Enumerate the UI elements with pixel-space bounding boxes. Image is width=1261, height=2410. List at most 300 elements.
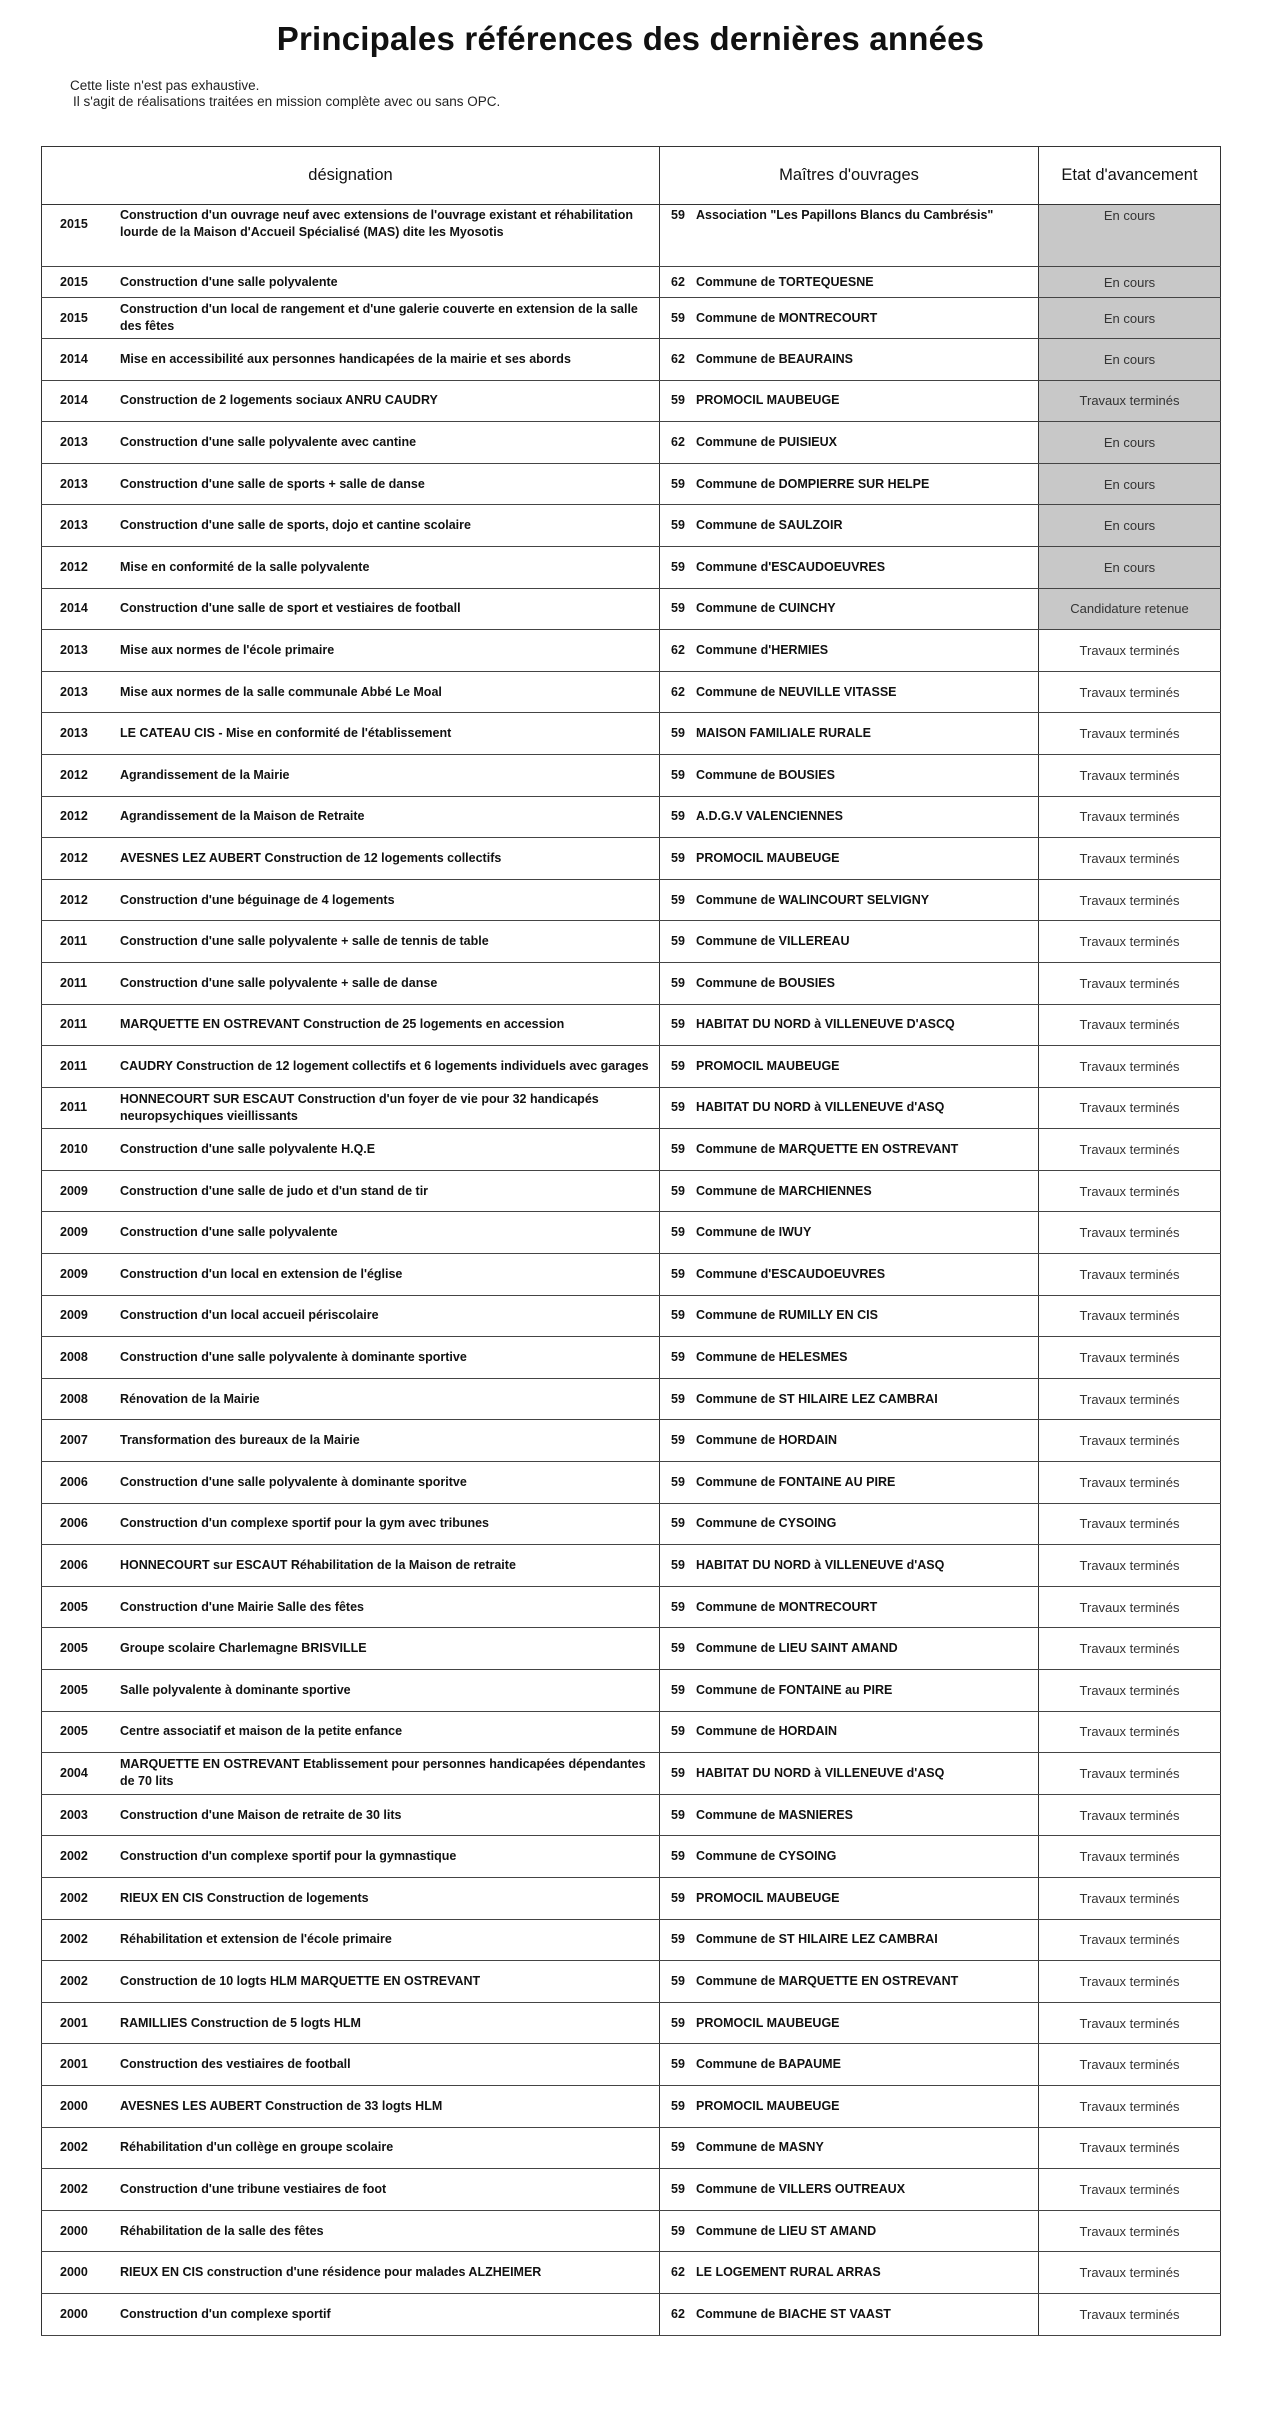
department-number: 59 [671,2057,685,2072]
year: 2003 [60,1807,88,1822]
status-cell: Travaux terminés [1039,2252,1221,2294]
owner-cell [660,962,1039,1004]
table-row [42,1046,1221,1088]
designation-cell [42,1586,660,1628]
owner-cell [660,2127,1039,2169]
owner-wrap [660,1266,1038,1283]
owner-name: HABITAT DU NORD à VILLENEUVE d'ASQ [696,1100,945,1115]
status-cell: En cours [1039,546,1221,588]
designation-wrap [42,1682,659,1699]
designation-cell [42,1670,660,1712]
year: 2014 [60,351,88,366]
owner-name: Commune de ST HILAIRE LEZ CAMBRAI [696,1391,938,1406]
owner-name: HABITAT DU NORD à VILLENEUVE d'ASQ [696,1765,945,1780]
designation-wrap [42,2181,659,2198]
owner-cell [660,754,1039,796]
owner-name: Commune de HORDAIN [696,1724,837,1739]
owner-name: Commune de WALINCOURT SELVIGNY [696,892,930,907]
owner-wrap [660,1807,1038,1824]
department-number: 62 [671,684,685,699]
designation-cell [42,1545,660,1587]
owner-wrap [660,1765,1038,1782]
owner-wrap [660,892,1038,909]
owner-wrap [660,1016,1038,1033]
designation-wrap [42,2098,659,2115]
designation-text: Construction d'une salle polyvalente avec cantine [120,434,417,449]
department-number: 59 [671,1225,685,1240]
designation-wrap [42,1307,659,1324]
year: 2011 [60,1058,88,1073]
owner-cell [660,1794,1039,1836]
status-cell: Travaux terminés [1039,1877,1221,1919]
year: 2012 [60,892,88,907]
year: 2012 [60,767,88,782]
owner-cell [660,796,1039,838]
year: 2007 [60,1433,88,1448]
designation-wrap [42,1890,659,1907]
year: 2008 [60,1391,88,1406]
designation-cell [42,754,660,796]
designation-text: Construction d'une salle polyvalente H.Q.E [120,1142,376,1157]
department-number: 59 [671,1474,685,1489]
table-row [42,1087,1221,1129]
owner-name: Commune de IWUY [696,1225,812,1240]
designation-text: Construction d'un ouvrage neuf avec extensions de l'ouvrage existant et réhabilitation lourde de la Maison d'Accueil Spécialisé (MAS) dite les Myosotis [120,208,633,239]
table-row [42,713,1221,755]
table-row [42,1212,1221,1254]
table-row [42,1670,1221,1712]
department-number: 59 [671,1890,685,1905]
owner-name: Commune de MONTRECOURT [696,310,878,325]
designation-wrap [42,1973,659,1990]
owner-wrap [660,2306,1038,2323]
designation-cell [42,1170,660,1212]
status-cell: Travaux terminés [1039,879,1221,921]
designation-wrap [42,476,659,493]
designation-cell [42,1628,660,1670]
year: 2011 [60,1017,88,1032]
year: 2006 [60,1558,88,1573]
department-number: 59 [671,1973,685,1988]
designation-wrap [42,517,659,534]
year: 2005 [60,1641,88,1656]
owner-name: Commune de BEAURAINS [696,351,853,366]
owner-cell [660,1503,1039,1545]
year: 2011 [60,1100,88,1115]
owner-wrap [660,434,1038,451]
owner-cell [660,1836,1039,1878]
note-line: Il s'agit de réalisations traitées en mission complète avec ou sans OPC. [73,94,501,109]
owner-name: Commune de RUMILLY EN CIS [696,1308,878,1323]
owner-cell [660,1337,1039,1379]
status-cell: Travaux terminés [1039,2002,1221,2044]
status-cell: Travaux terminés [1039,1462,1221,1504]
table-row [42,879,1221,921]
owner-name: Commune de MARQUETTE EN OSTREVANT [696,1142,959,1157]
department-number: 59 [671,892,685,907]
owner-wrap [660,2056,1038,2073]
owner-name: Commune de DOMPIERRE SUR HELPE [696,476,930,491]
owner-name: Commune de HORDAIN [696,1433,837,1448]
table-row [42,588,1221,630]
table-row [42,1794,1221,1836]
department-number: 59 [671,1516,685,1531]
designation-cell [42,1337,660,1379]
year: 2015 [60,216,88,231]
designation-wrap [42,434,659,451]
owner-cell [660,2252,1039,2294]
status-cell: Travaux terminés [1039,796,1221,838]
owner-wrap [660,392,1038,409]
designation-text: Construction d'une salle polyvalente à dominante sporitve [120,1474,467,1489]
status-cell: Travaux terminés [1039,1212,1221,1254]
designation-cell [42,1087,660,1129]
intro-notes [70,78,500,110]
year: 2013 [60,518,88,533]
status-cell: Travaux terminés [1039,1129,1221,1171]
year: 2000 [60,2306,88,2321]
department-number: 59 [671,1266,685,1281]
year: 2000 [60,2223,88,2238]
department-number: 59 [671,1350,685,1365]
owner-cell [660,1961,1039,2003]
status-cell: Candidature retenue [1039,588,1221,630]
table-row [42,1170,1221,1212]
owner-cell [660,1753,1039,1795]
designation-text: Construction de 2 logements sociaux ANRU CAUDRY [120,393,438,408]
owner-name: Commune de NEUVILLE VITASSE [696,684,897,699]
designation-text: LE CATEAU CIS - Mise en conformité de l'établissement [120,726,452,741]
header-owners: Maîtres d'ouvrages [660,147,1039,205]
designation-text: Réhabilitation d'un collège en groupe scolaire [120,2140,394,2155]
owner-cell [660,1378,1039,1420]
status-cell: Travaux terminés [1039,2293,1221,2335]
table-row [42,380,1221,422]
designation-text: AVESNES LES AUBERT Construction de 33 logts HLM [120,2098,443,2113]
owner-cell [660,1254,1039,1296]
status-cell: Travaux terminés [1039,1295,1221,1337]
year: 2012 [60,850,88,865]
department-number: 59 [671,2098,685,2113]
status-cell: Travaux terminés [1039,1711,1221,1753]
table-row [42,2002,1221,2044]
year: 2015 [60,274,88,289]
table-row [42,754,1221,796]
designation-cell [42,1129,660,1171]
year: 2005 [60,1599,88,1614]
department-number: 59 [671,601,685,616]
designation-wrap [42,1224,659,1241]
owner-cell [660,1462,1039,1504]
owner-name: Association "Les Papillons Blancs du Cambrésis" [696,208,994,222]
department-number: 62 [671,642,685,657]
owner-wrap [660,1224,1038,1241]
status-cell: Travaux terminés [1039,1087,1221,1129]
status-cell: Travaux terminés [1039,1628,1221,1670]
year: 2002 [60,1973,88,1988]
table-row [42,1586,1221,1628]
department-number: 59 [671,1308,685,1323]
designation-wrap [42,1058,659,1075]
designation-cell [42,1378,660,1420]
designation-text: Construction d'une béguinage de 4 logements [120,892,395,907]
department-number: 59 [671,934,685,949]
department-number: 59 [671,726,685,741]
department-number: 59 [671,1765,685,1780]
designation-text: Construction d'un local accueil périscolaire [120,1308,379,1323]
designation-text: Transformation des bureaux de la Mairie [120,1433,360,1448]
department-number: 59 [671,518,685,533]
department-number: 59 [671,1932,685,1947]
designation-wrap [42,301,659,335]
designation-text: AVESNES LEZ AUBERT Construction de 12 logements collectifs [120,850,502,865]
department-number: 59 [671,850,685,865]
owner-name: Commune de PUISIEUX [696,434,837,449]
designation-wrap [42,2056,659,2073]
designation-text: Construction d'une Mairie Salle des fêtes [120,1599,365,1614]
owner-wrap [660,975,1038,992]
designation-text: HONNECOURT SUR ESCAUT Construction d'un foyer de vie pour 32 handicapés neuropsychiques vieillissants [120,1091,599,1123]
owner-cell [660,713,1039,755]
designation-text: Réhabilitation et extension de l'école primaire [120,1932,392,1947]
year: 2013 [60,642,88,657]
table-row [42,1711,1221,1753]
status-cell: Travaux terminés [1039,2085,1221,2127]
designation-wrap [42,1141,659,1158]
designation-cell [42,1254,660,1296]
designation-text: Construction d'un complexe sportif [120,2306,331,2321]
year: 2002 [60,2181,88,2196]
owner-wrap [660,1890,1038,1907]
designation-cell [42,2085,660,2127]
owner-name: PROMOCIL MAUBEUGE [696,850,840,865]
year: 2005 [60,1682,88,1697]
owner-cell [660,339,1039,381]
status-cell: Travaux terminés [1039,1753,1221,1795]
year: 2012 [60,559,88,574]
table-row [42,2252,1221,2294]
designation-text: RAMILLIES Construction de 5 logts HLM [120,2015,361,2030]
designation-cell [42,1004,660,1046]
designation-cell [42,1462,660,1504]
owner-wrap [660,684,1038,701]
owner-cell [660,505,1039,547]
owner-wrap [660,933,1038,950]
owner-cell [660,1628,1039,1670]
designation-wrap [42,892,659,909]
page-title: Principales références des dernières années [276,20,985,57]
owner-name: Commune de BAPAUME [696,2057,841,2072]
status-cell: Travaux terminés [1039,1046,1221,1088]
designation-text: Construction de 10 logts HLM MARQUETTE EN OSTREVANT [120,1973,481,1988]
designation-text: Construction d'un complexe sportif pour la gym avec tribunes [120,1516,490,1531]
designation-wrap [42,1807,659,1824]
owner-wrap [660,1640,1038,1657]
owner-cell [660,2002,1039,2044]
owner-name: Commune de BIACHE ST VAAST [696,2306,891,2321]
owner-cell [660,546,1039,588]
owner-cell [660,1670,1039,1712]
owner-cell [660,2044,1039,2086]
owner-name: Commune de MASNY [696,2140,824,2155]
table-row [42,205,1221,267]
owner-name: Commune de FONTAINE AU PIRE [696,1474,896,1489]
department-number: 59 [671,767,685,782]
owner-wrap [660,1723,1038,1740]
designation-text: Construction d'un local de rangement et d'une galerie couverte en extension de la salle des fêtes [120,302,638,333]
owner-cell [660,671,1039,713]
owner-name: Commune de BOUSIES [696,767,835,782]
year: 2009 [60,1225,88,1240]
designation-cell [42,1295,660,1337]
year: 2014 [60,393,88,408]
designation-wrap [42,207,659,241]
department-number: 59 [671,1100,685,1115]
owner-name: Commune de LIEU ST AMAND [696,2223,877,2238]
designation-cell [42,2002,660,2044]
designation-wrap [42,1474,659,1491]
owner-cell [660,1004,1039,1046]
designation-text: HONNECOURT sur ESCAUT Réhabilitation de la Maison de retraite [120,1558,516,1573]
year: 2002 [60,1890,88,1905]
owner-cell [660,1420,1039,1462]
designation-cell [42,1961,660,2003]
owner-cell [660,1545,1039,1587]
department-number: 59 [671,393,685,408]
table-row [42,630,1221,672]
status-cell: Travaux terminés [1039,1254,1221,1296]
designation-wrap [42,2139,659,2156]
designation-cell [42,2127,660,2169]
owner-cell [660,2169,1039,2211]
department-number: 62 [671,434,685,449]
designation-text: Mise aux normes de la salle communale Abbé Le Moal [120,684,442,699]
designation-cell [42,298,660,339]
owner-wrap [660,1931,1038,1948]
owner-name: Commune de MARCHIENNES [696,1183,872,1198]
department-number: 59 [671,1433,685,1448]
table-row [42,1254,1221,1296]
designation-wrap [42,1557,659,1574]
department-number: 59 [671,2015,685,2030]
owner-wrap [660,310,1038,327]
designation-text: Construction d'un local en extension de l'église [120,1266,403,1281]
owner-wrap [660,207,1038,224]
designation-cell [42,879,660,921]
year: 2013 [60,726,88,741]
year: 2000 [60,2098,88,2113]
year: 2009 [60,1308,88,1323]
owner-cell [660,267,1039,298]
owner-wrap [660,274,1038,291]
status-cell: En cours [1039,267,1221,298]
owner-cell [660,298,1039,339]
designation-wrap [42,725,659,742]
status-cell: Travaux terminés [1039,1794,1221,1836]
owner-name: LE LOGEMENT RURAL ARRAS [696,2265,881,2280]
owner-name: Commune de MASNIERES [696,1807,853,1822]
owner-wrap [660,517,1038,534]
status-cell: Travaux terminés [1039,1836,1221,1878]
owner-cell [660,1877,1039,1919]
owner-cell [660,1046,1039,1088]
designation-text: Mise en conformité de la salle polyvalente [120,559,370,574]
owner-name: Commune de CUINCHY [696,601,836,616]
status-cell: Travaux terminés [1039,1378,1221,1420]
department-number: 59 [671,2223,685,2238]
designation-wrap [42,1016,659,1033]
designation-text: Réhabilitation de la salle des fêtes [120,2223,324,2238]
department-number: 59 [671,1391,685,1406]
department-number: 59 [671,1724,685,1739]
designation-wrap [42,392,659,409]
department-number: 59 [671,476,685,491]
designation-text: Construction d'une salle polyvalente [120,274,338,289]
owner-name: PROMOCIL MAUBEUGE [696,2098,840,2113]
owner-wrap [660,600,1038,617]
designation-text: Mise en accessibilité aux personnes handicapées de la mairie et ses abords [120,351,571,366]
department-number: 59 [671,975,685,990]
owner-name: Commune de ST HILAIRE LEZ CAMBRAI [696,1932,938,1947]
designation-wrap [42,274,659,291]
status-cell: Travaux terminés [1039,754,1221,796]
owner-name: Commune de SAULZOIR [696,518,843,533]
owner-cell [660,1919,1039,1961]
designation-wrap [42,2264,659,2281]
year: 2011 [60,934,88,949]
owner-wrap [660,1349,1038,1366]
owner-name: PROMOCIL MAUBEUGE [696,1058,840,1073]
designation-text: Construction d'une salle polyvalente + salle de danse [120,975,438,990]
designation-text: Construction d'une salle de sports + salle de danse [120,476,425,491]
designation-wrap [42,600,659,617]
designation-cell [42,630,660,672]
table-row [42,2169,1221,2211]
table-row [42,1295,1221,1337]
table-row [42,838,1221,880]
header-status: Etat d'avancement [1039,147,1221,205]
owner-name: PROMOCIL MAUBEUGE [696,393,840,408]
owner-wrap [660,2264,1038,2281]
department-number: 59 [671,310,685,325]
designation-wrap [42,2306,659,2323]
status-cell: Travaux terminés [1039,1170,1221,1212]
department-number: 62 [671,2306,685,2321]
owner-wrap [660,767,1038,784]
designation-text: Agrandissement de la Maison de Retraite [120,809,365,824]
table-row [42,2127,1221,2169]
year: 2000 [60,2265,88,2280]
year: 2010 [60,1142,88,1157]
owner-name: Commune de MARQUETTE EN OSTREVANT [696,1973,959,1988]
department-number: 59 [671,1558,685,1573]
owner-cell [660,1087,1039,1129]
designation-text: Construction d'une salle polyvalente [120,1225,338,1240]
table-row [42,422,1221,464]
owner-name: Commune de CYSOING [696,1849,837,1864]
designation-cell [42,796,660,838]
department-number: 59 [671,1017,685,1032]
owner-name: Commune de MONTRECOURT [696,1599,878,1614]
designation-wrap [42,1183,659,1200]
designation-wrap [42,767,659,784]
designation-cell [42,1046,660,1088]
owner-wrap [660,1099,1038,1116]
designation-cell [42,1877,660,1919]
department-number: 59 [671,1807,685,1822]
owner-cell [660,2210,1039,2252]
owner-name: PROMOCIL MAUBEUGE [696,1890,840,1905]
